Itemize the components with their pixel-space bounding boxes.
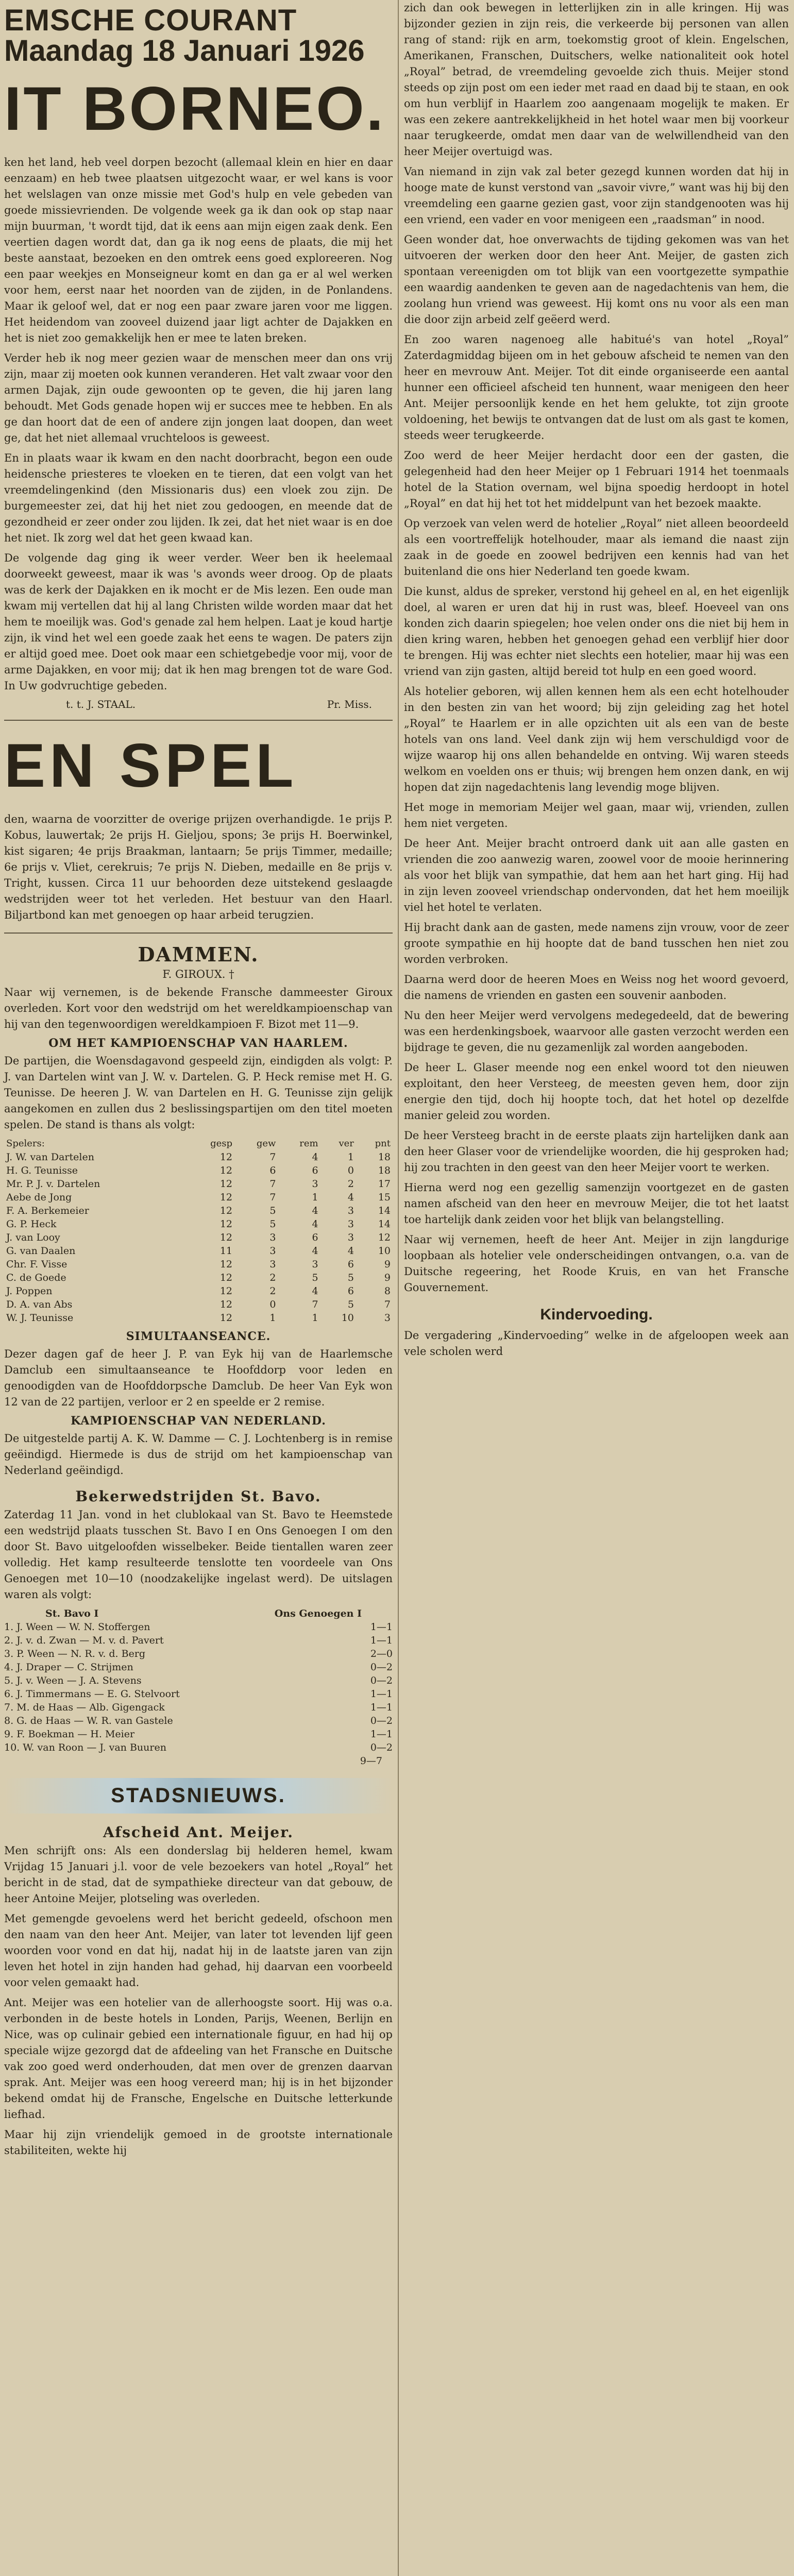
afscheid-paragraph: Maar hij zijn vriendelijk gemoed in de grootste internationale stabiliteiten, wekte hij	[4, 2128, 393, 2157]
dammen-paragraph: Naar wij vernemen, is de bekende Fransche dammeester Giroux overleden. Kort voor den wedstrijd om het wereldkampioenschap van hij van den tegenwoordigen wereldkampioen F. Bizot met 11—9.	[4, 986, 393, 1030]
standings-cell: 6	[269, 1165, 276, 1176]
match-total-row	[4, 1754, 382, 1768]
standings-cell: 7	[269, 1178, 276, 1190]
meijer-paragraph: Die kunst, aldus de spreker, verstond hij geheel en al, en het eigenlijk doel, al waren er uren dat hij in rust was, bleef. Hoeveel van ons konden zich daarin spiegelen; hoe velen onder ons die niet bij hem in dien kring waren, hebben het genoegen gehad een verblijf hier door te brengen. Hij was echter niet slechts een hotelier, maar hij was een vriend van zijn gasten, altijd bereid tot hulp en een goed woord.	[404, 585, 789, 677]
meijer-paragraph: Als hotelier geboren, wij allen kennen hem als een echt hotelhouder in den besten zin van het woord; bij zijn geleiding zag het hotel „Royal” te Haarlem er in alle opzichten uit als een van de beste hotels van ons land. Veel dank zijn wij hem verschuldigd voor de wijze waarop hij ons allen behandelde en ontving. Wij waren steeds welkom en voelden ons er thuis; wij brengen hem onzen dank, en wij hopen dat zijn nagedachtenis lang levendig moge blijven.	[404, 685, 789, 793]
standings-row	[4, 1298, 393, 1311]
player-name: G. van Daalen	[6, 1245, 76, 1257]
afscheid-head: Afscheid Ant. Meijer.	[103, 1824, 294, 1841]
standings-row	[4, 1150, 393, 1164]
standings-cell: 3	[269, 1245, 276, 1257]
match-row	[4, 1687, 393, 1701]
match-score: 1—1	[370, 1702, 393, 1713]
standings-cell: 12	[219, 1232, 233, 1243]
standings-row	[4, 1191, 393, 1204]
standings-cell: 5	[347, 1272, 354, 1283]
standings-cell: 9	[384, 1259, 391, 1270]
match-pairing: 9. F. Boekman — H. Meier	[4, 1728, 135, 1740]
standings-header-row	[4, 1137, 393, 1150]
standings-cell: 2	[269, 1285, 276, 1297]
player-name: G. P. Heck	[6, 1218, 57, 1230]
match-row	[4, 1701, 393, 1714]
match-header	[45, 1607, 362, 1620]
match-pairing: 1. J. Ween — W. N. Stoffergen	[4, 1621, 150, 1633]
player-name: J. van Looy	[6, 1232, 60, 1243]
standings-cell: 10	[341, 1312, 354, 1324]
player-name: Mr. P. J. v. Dartelen	[6, 1178, 100, 1190]
meijer-paragraph: Daarna werd door de heeren Moes en Weiss nog het woord gevoerd, die namens de vrienden en gasten een souvenir aanboden.	[404, 973, 789, 1002]
standings-cell: 3	[269, 1232, 276, 1243]
standings-cell: 1	[312, 1312, 318, 1324]
meijer-paragraph: Naar wij vernemen, heeft de heer Ant. Meijer in zijn langdurige loopbaan als hotelier vele onderscheidingen ontvangen, o.a. van de Duitsche regeering, het Roode Kruis, en van het Fransche Gouvernement.	[404, 1233, 789, 1294]
player-name: C. de Goede	[6, 1272, 66, 1283]
standings-cell: 2	[269, 1272, 276, 1283]
standings-cell: 14	[378, 1218, 391, 1230]
masthead: EMSCHE COURANT	[4, 4, 297, 37]
match-score: 1—1	[370, 1621, 393, 1633]
standings-row	[4, 1311, 393, 1325]
meijer-paragraph: Op verzoek van velen werd de hotelier „Royal” niet alleen beoordeeld als een voortreffelijk hotelhouder, maar als iemand die naast zijn zaak in de goede en zoowel bedrijven een kennis had van het buitenland die ons hier Nederland ten goede kwam.	[404, 517, 789, 578]
dateline: Maandag 18 Januari 1926	[4, 34, 365, 67]
standings-cell: 6	[347, 1259, 354, 1270]
standings-cell: 18	[378, 1151, 391, 1163]
standings-header: gesp	[210, 1138, 233, 1149]
standings-cell: 12	[378, 1232, 391, 1243]
standings-cell: 0	[269, 1299, 276, 1310]
match-score: 1—1	[370, 1728, 393, 1740]
borneo-paragraph: ken het land, heb veel dorpen bezocht (allemaal klein en hier en daar eenzaam) en heb twee plaatsen uitgezocht waar, er wel kans is voor het welslagen van onze missie met God's hulp en vele gebeden van goede missievrienden. De volgende week ga ik dan ook op stap naar mijn buurman, 't wordt tijd, dat ik eens aan mijn eigen zaak denk. Een veertien dagen wordt dat, dan ga ik nog eens de plaats, die mij het beste aanstaat, bezoeken en den omtrek eens goed exploreeren. Nog een paar weekjes en Monseigneur komt en dan ga er al wel werken voor hem, eerst naar het noorden van de zijden, in de Ponlandens. Maar ik geloof wel, dat er nog een paar zware jaren voor me liggen. Het heidendom van zooveel duizend jaar ligt achter de Dajakken en het is niet zoo gemakkelijk hen er mee te laten breken.	[4, 156, 393, 344]
match-score: 1—1	[370, 1635, 393, 1646]
simultaan-paragraph: Dezer dagen gaf de heer J. P. van Eyk hij van de Haarlemsche Damclub een simultaanseance te Hoofddorp voor leden en genoodigden van de Hoofddorpsche Damclub. De heer Van Eyk won 12 van de 22 partijen, verloor er 2 en speelde er 2 remise.	[4, 1348, 393, 1408]
meijer-paragraph: Het moge in memoriam Meijer wel gaan, maar wij, vrienden, zullen hem niet vergeten.	[404, 801, 789, 829]
standings-cell: 3	[312, 1178, 318, 1190]
kampioenschap-nederland-head: KAMPIOENSCHAP VAN NEDERLAND.	[71, 1414, 326, 1428]
standings-cell: 3	[312, 1259, 318, 1270]
standings-header: Spelers:	[6, 1138, 45, 1149]
kampioenschap-nederland-paragraph: De uitgestelde partij A. K. W. Damme — C. J. Lochtenberg is in remise geëindigd. Hiermede is dus de strijd om het kampioenschap van Nederland geëindigd.	[4, 1432, 393, 1477]
match-row	[4, 1741, 393, 1754]
meijer-paragraph: De heer Ant. Meijer bracht ontroerd dank uit aan alle gasten en vrienden die zoo aanwezig waren, zoowel voor de mooie herinnering als voor het blijk van sympathie, dat hem aan het hart ging. Hij had in zijn leven zooveel vriendschap ondervonden, dat het hem moeilijk viel het hotel te verlaten.	[404, 837, 789, 913]
match-row	[4, 1647, 393, 1660]
standings-cell: 1	[269, 1312, 276, 1324]
match-row	[4, 1660, 393, 1674]
standings-header: pnt	[375, 1138, 391, 1149]
standings-cell: 14	[378, 1205, 391, 1216]
standings-cell: 4	[312, 1245, 318, 1257]
standings-cell: 12	[219, 1151, 233, 1163]
standings-cell: 1	[312, 1192, 318, 1203]
standings-cell: 5	[269, 1218, 276, 1230]
standings-cell: 4	[312, 1205, 318, 1216]
meijer-paragraph: Nu den heer Meijer werd vervolgens medegedeeld, dat de bewering was een herdenkingsboek, waarvoor alle gasten verzocht werden een bijdrage te geven, die nu gezamenlijk zal worden aangeboden.	[404, 1009, 789, 1054]
player-name: J. Poppen	[6, 1285, 53, 1297]
signoff-name: t. t. J. STAAL.	[66, 698, 136, 710]
standings-cell: 4	[312, 1218, 318, 1230]
match-pairing: 8. G. de Haas — W. R. van Gastele	[4, 1715, 173, 1726]
standings-row	[4, 1217, 393, 1231]
standings-cell: 9	[384, 1272, 391, 1283]
standings-cell: 12	[219, 1218, 233, 1230]
match-list	[4, 1620, 393, 1754]
standings-cell: 6	[347, 1285, 354, 1297]
standings-cell: 17	[378, 1178, 391, 1190]
kampioenschap-haarlem-paragraph: De partijen, die Woensdagavond gespeeld zijn, eindigden als volgt: P. J. van Dartelen wint van J. W. v. Dartelen. G. P. Heck remise met H. G. Teunisse. De heeren J. W. van Dartelen en H. G. Teunisse zijn gelijk aangekomen en zullen dus 2 beslissingspartijen om den titel moeten spelen. De stand is thans als volgt:	[4, 1055, 393, 1131]
meijer-paragraph: zich dan ook bewegen in letterlijken zin in alle kringen. Hij was bijzonder gezien in zijn reis, die verkeerde bij personen van allen rang of stand: rijk en arm, toekomstig groot of klein. Engelschen, Amerikanen, Franschen, Duitschers, welke nationaliteit ook hotel „Royal” betrad, de vreemdeling gevoelde zich thuis. Meijer stond steeds op zijn post om een ieder met raad en daad bij te staan, en ook om hun verblijf in Haarlem zoo aangenaam mogelijk te maken. Er was een zekere aantrekkelijkheid in het hotel waar men bij voorkeur naar terugkeerde, omdat men daar van de welwillendheid van den heer Meijer overtuigd was.	[404, 2, 789, 158]
standings-row	[4, 1231, 393, 1244]
match-pairing: 6. J. Timmermans — E. G. Stelvoort	[4, 1688, 180, 1700]
standings-row	[4, 1164, 393, 1177]
match-score: 0—2	[370, 1675, 393, 1686]
standings-cell: 12	[219, 1178, 233, 1190]
afscheid-paragraph: Ant. Meijer was een hotelier van de allerhoogste soort. Hij was o.a. verbonden in de beste hotels in Londen, Parijs, Weenen, Berlijn en Nice, was op culinair gebied een internationale figuur, en had hij op speciale wijze gezorgd dat de afdeeling van het Fransche en Duitsche vak zoo goed werd onderhouden, dat men over de grenzen daarvan sprak. Ant. Meijer was een hoog vereerd man; hij is in het bijzonder bekend omdat hij de Fransche, Engelsche en Duitsche letterkunde liefhad.	[4, 1996, 393, 2121]
meijer-paragraph: De heer L. Glaser meende nog een enkel woord tot den nieuwen exploitant, den heer Versteeg, de meesten geven hem, door zijn energie den tijd, doch hij hoopte toch, dat het hotel op dezelfde manier geleid zou worden.	[404, 1061, 789, 1122]
signoff-role: Pr. Miss.	[327, 698, 372, 710]
standings-cell: 12	[219, 1259, 233, 1270]
divider	[4, 933, 393, 934]
standings-cell: 4	[347, 1192, 354, 1203]
match-pairing: 5. J. v. Ween — J. A. Stevens	[4, 1675, 142, 1686]
standings-header: ver	[339, 1138, 354, 1149]
player-name: F. A. Berkemeier	[6, 1205, 89, 1216]
standings-cell: 15	[378, 1192, 391, 1203]
standings-cell: 3	[347, 1232, 354, 1243]
standings-header: rem	[299, 1138, 318, 1149]
standings-cell: 12	[219, 1299, 233, 1310]
standings-cell: 10	[378, 1245, 391, 1257]
standings-cell: 5	[269, 1205, 276, 1216]
match-row	[4, 1674, 393, 1687]
borneo-article	[4, 155, 393, 710]
match-row	[4, 1727, 393, 1741]
meijer-paragraph: Hierna werd nog een gezellig samenzijn voortgezet en de gasten namen afscheid van den heer en mevrouw Meijer, die tot het laatst toe hartelijk dank zeiden voor het blijk van belangstelling.	[404, 1181, 789, 1226]
dammen-subhead: F. GIROUX. †	[162, 968, 234, 980]
player-name: D. A. van Abs	[6, 1299, 73, 1310]
match-score: 2—0	[370, 1648, 393, 1659]
standings-cell: 2	[347, 1178, 354, 1190]
match-team-b: Ons Genoegen I	[274, 1608, 362, 1619]
borneo-headline: IT BORNEO.	[4, 74, 386, 143]
kindervoeding-head: Kindervoeding.	[540, 1306, 653, 1323]
standings-cell: 18	[378, 1165, 391, 1176]
standings-cell: 4	[312, 1151, 318, 1163]
match-row	[4, 1620, 393, 1634]
match-score: 1—1	[370, 1688, 393, 1700]
standings-cell: 11	[219, 1245, 233, 1257]
player-name: Chr. F. Visse	[6, 1259, 67, 1270]
standings-cell: 6	[312, 1232, 318, 1243]
meijer-paragraph: Hij bracht dank aan de gasten, mede namens zijn vrouw, voor de zeer groote sympathie en hij hoopte dat de band tusschen hen niet zou worden verbroken.	[404, 921, 789, 965]
match-score: 0—2	[370, 1662, 393, 1673]
standings-cell: 7	[312, 1299, 318, 1310]
spel-intro: den, waarna de voorzitter de overige prijzen overhandigde. 1e prijs P. Kobus, lauwertak; 2e prijs H. Gieljou, spons; 3e prijs H. Boerwinkel, kist sigaren; 4e prijs Braakman, lantaarn; 5e prijs Timmer, medaille; 6e prijs v. Vliet, cerekruis; 7e prijs N. Dieben, medaille en 8e prijs v. Tright, kussen. Circa 11 uur behoorden deze uitstekend geslaagde wedstrijden weer tot het verleden. Het bestuur van den Haarl. Biljartbond kan met genoegen op haar arbeid terugzien.	[4, 813, 393, 921]
dammen-headline: DAMMEN.	[138, 943, 259, 966]
standings-cell: 3	[347, 1205, 354, 1216]
standings-cell: 4	[347, 1245, 354, 1257]
match-row	[4, 1634, 393, 1647]
stadsnieuws-banner: STADSNIEUWS.	[4, 1778, 393, 1814]
standings-row	[4, 1177, 393, 1191]
borneo-signoff	[66, 698, 372, 710]
standings-cell: 7	[384, 1299, 391, 1310]
match-pairing: 3. P. Ween — N. R. v. d. Berg	[4, 1648, 146, 1659]
standings-cell: 4	[312, 1285, 318, 1297]
borneo-paragraph: En in plaats waar ik kwam en den nacht doorbracht, begon een oude heidensche priesteres te vloeken en te tieren, dat een volgt van het vreemdelingenkind (den Missionaris dus) een vloek zou zijn. De burgemeester zei, dat hij het niet zou gedoogen, en meende dat de gezondheid er zeer onder zou lijden. Ik zei, dat het niet waar is en doe het niet. Ik zorg wel dat het geen kwaad kan.	[4, 452, 393, 544]
borneo-paragraph: De volgende dag ging ik weer verder. Weer ben ik heelemaal doorweekt geweest, maar ik was 's avonds weer droog. Op de plaats was de kerk der Dajakken en ik mocht er de Mis lezen. Een oude man kwam mij vertellen dat hij al lang Christen wilde worden maar dat het hem te moeilijk was. God's genade zal hem helpen. Laat je koud hartje zijn, ik vind het wel een goede zaak het eens te wagen. De paters zijn er altijd goed mee. Doet ook maar een schietgebedje voor mij, voor de arme Dajakken, en voor mij; dat ik hen mag brengen tot de ware God. In Uw godvruchtige gebeden.	[4, 552, 393, 692]
meijer-paragraph: Van niemand in zijn vak zal beter gezegd kunnen worden dat hij in hooge mate de kunst verstond van „savoir vivre,” want was hij bij den vreemdeling een gaarne gezien gast, voor zijn standgenooten was hij een vriend, een vader en voor menigeen een „raadsman” in nood.	[404, 165, 789, 226]
match-pairing: 7. M. de Haas — Alb. Gigengack	[4, 1702, 165, 1713]
standings-cell: 12	[219, 1205, 233, 1216]
player-name: Aebe de Jong	[6, 1192, 72, 1203]
standings-body	[4, 1150, 393, 1325]
standings-cell: 3	[384, 1312, 391, 1324]
match-score: 0—2	[370, 1715, 393, 1726]
meijer-article	[404, 0, 789, 1296]
standings-cell: 12	[219, 1285, 233, 1297]
match-score: 0—2	[370, 1742, 393, 1753]
match-total: 9—7	[360, 1755, 382, 1767]
player-name: W. J. Teunisse	[6, 1312, 74, 1324]
standings-cell: 12	[219, 1272, 233, 1283]
standings-cell: 6	[312, 1165, 318, 1176]
standings-cell: 12	[219, 1192, 233, 1203]
spel-headline: EN SPEL	[4, 731, 298, 800]
standings-table	[4, 1137, 393, 1325]
meijer-paragraph: En zoo waren nagenoeg alle habitué's van hotel „Royal” Zaterdagmiddag bijeen om in het gebouw afscheid te nemen van den heer en mevrouw Ant. Meijer. Tot dit einde organiseerde een aantal hunner een officieel afscheid ten hunnent, waar menigeen den heer Ant. Meijer persoonlijk kende en het hem gelukte, tot zijn groote voldoening, het bewijs te ontvangen dat de lust om als gast te komen, steeds weer terugkeerde.	[404, 333, 789, 442]
standings-cell: 5	[312, 1272, 318, 1283]
match-row	[4, 1714, 393, 1727]
standings-cell: 1	[347, 1151, 354, 1163]
standings-cell: 0	[347, 1165, 354, 1176]
kampioenschap-haarlem-head: OM HET KAMPIOENSCHAP VAN HAARLEM.	[48, 1037, 348, 1050]
standings-row	[4, 1204, 393, 1217]
player-name: H. G. Teunisse	[6, 1165, 78, 1176]
player-name: J. W. van Dartelen	[6, 1151, 94, 1163]
left-column	[0, 0, 397, 2163]
standings-row	[4, 1244, 393, 1258]
kindervoeding-paragraph: De vergadering „Kindervoeding” welke in de afgeloopen week aan vele scholen werd	[404, 1329, 789, 1358]
afscheid-paragraph: Met gemengde gevoelens werd het bericht gedeeld, ofschoon men den naam van den heer Ant. Meijer, van later tot levenden lijf geen woorden voor vond en dat hij, nadat hij in de laatste jaren van zijn leven het hotel in zijn handen had gehad, hij daarvan een voorbeeld voor velen gemaakt had.	[4, 1912, 393, 1989]
standings-row	[4, 1271, 393, 1284]
meijer-paragraph: Zoo werd de heer Meijer herdacht door een der gasten, die gelegenheid had den heer Meijer op 1 Februari 1914 het toenmaals hotel de la Station overnam, wel bijna spoedig herdoopt in hotel „Royal” en dat hij het tot het middelpunt van het bezoek maakte.	[404, 449, 789, 510]
standings-cell: 7	[269, 1192, 276, 1203]
standings-row	[4, 1284, 393, 1298]
standings-header: gew	[256, 1138, 276, 1149]
match-team-a: St. Bavo I	[45, 1608, 99, 1619]
meijer-paragraph: Geen wonder dat, hoe onverwachts de tijding gekomen was van het uitvoeren der werken door den heer Ant. Meijer, de gasten zich spontaan vereenigden om tot blijk van een voortgezette sympathie een waardig aandenken te geven aan de nagedachtenis van hem, die zoolang hun vriend was geweest. Hij komt ons nu voor als een man die door zijn arbeid zelf geëerd werd.	[404, 233, 789, 326]
standings-cell: 12	[219, 1165, 233, 1176]
standings-cell: 3	[269, 1259, 276, 1270]
borneo-paragraph: Verder heb ik nog meer gezien waar de menschen meer dan ons vrij zijn, maar zij moeten ook kunnen veranderen. Het valt zwaar voor den armen Dajak, zijn oude gewoonten op te geven, die hij jaren lang behoudt. Met Gods genade hopen wij er succes mee te hebben. En als ge dan hoort dat de een of andere zijn jongen laat doopen, dan weet ge, dat het niet allemaal vruchteloos is geweest.	[4, 352, 393, 444]
standings-cell: 8	[384, 1285, 391, 1297]
standings-cell: 5	[347, 1299, 354, 1310]
standings-cell: 12	[219, 1312, 233, 1324]
match-pairing: 4. J. Draper — C. Strijmen	[4, 1662, 133, 1673]
divider	[4, 720, 393, 721]
afscheid-paragraph: Men schrijft ons: Als een donderslag bij helderen hemel, kwam Vrijdag 15 Januari j.l. voor de vele bezoekers van hotel „Royal” het bericht in de stad, dat de sympathieke directeur van dat gebouw, de heer Antoine Meijer, plotseling was overleden.	[4, 1844, 393, 1905]
beker-head: Bekerwedstrijden St. Bavo.	[75, 1488, 322, 1505]
standings-cell: 3	[347, 1218, 354, 1230]
standings-cell: 7	[269, 1151, 276, 1163]
beker-paragraph: Zaterdag 11 Jan. vond in het clublokaal van St. Bavo te Heemstede een wedstrijd plaats tusschen St. Bavo I en Ons Genoegen I om den door St. Bavo uitgeloofden wisselbeker. Beide tientallen waren zeer volledig. Het kamp resulteerde tenslotte ten voordeele van Ons Genoegen met 10—10 (noodzakelijke ingelast werd). De uitslagen waren als volgt:	[4, 1509, 393, 1601]
standings-row	[4, 1258, 393, 1271]
match-pairing: 10. W. van Roon — J. van Buuren	[4, 1742, 166, 1753]
right-column	[398, 0, 794, 2576]
meijer-paragraph: De heer Versteeg bracht in de eerste plaats zijn hartelijken dank aan den heer Glaser voor de vriendelijke woorden, die hij gesproken had; hij zou trachten in den geest van den heer Meijer voort te werken.	[404, 1129, 789, 1174]
simultaan-head: SIMULTAANSEANCE.	[126, 1330, 271, 1343]
match-pairing: 2. J. v. d. Zwan — M. v. d. Pavert	[4, 1635, 164, 1646]
